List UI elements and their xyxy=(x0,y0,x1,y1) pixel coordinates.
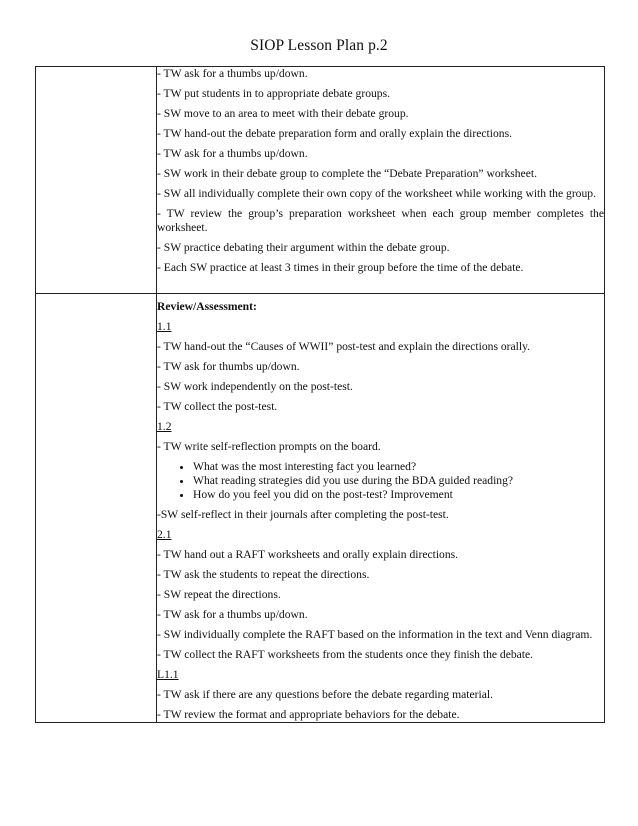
review-line: - TW collect the post-test. xyxy=(157,400,278,413)
review-line: - TW ask for thumbs up/down. xyxy=(157,360,300,373)
procedure-line: - Each SW practice at least 3 times in their group before the time of the debate. xyxy=(157,261,524,274)
procedure-line: - TW put students in to appropriate debate groups. xyxy=(157,87,391,100)
review-line: - TW ask for a thumbs up/down. xyxy=(157,608,308,621)
review-line: - SW individually complete the RAFT based on the information in the text and Venn diagram. xyxy=(157,628,593,641)
page-title: SIOP Lesson Plan p.2 xyxy=(250,37,388,54)
objective-1-1: 1.1 xyxy=(157,320,172,333)
list-item: • What reading strategies did you use during the BDA guided reading? xyxy=(193,474,604,488)
review-cell xyxy=(157,294,605,723)
procedure-line: - TW ask for a thumbs up/down. xyxy=(157,67,308,80)
procedure-line: - TW ask for a thumbs up/down. xyxy=(157,147,308,160)
review-line: - TW hand-out the “Causes of WWII” post-test and explain the directions orally. xyxy=(157,340,531,353)
review-line: - TW write self-reflection prompts on the board. xyxy=(157,440,381,453)
review-heading: Review/Assessment: xyxy=(157,300,257,313)
list-item: • How do you feel you did on the post-test? Improvement xyxy=(193,488,604,502)
procedure-line: - TW review the group’s preparation worksheet when each group member completes the worksheet. xyxy=(157,207,604,234)
procedure-line: - SW practice debating their argument within the debate group. xyxy=(157,241,450,254)
review-line: - TW hand out a RAFT worksheets and orally explain directions. xyxy=(157,548,459,561)
objective-1-2: 1.2 xyxy=(157,420,172,433)
table-row xyxy=(36,67,605,294)
lesson-plan-table xyxy=(35,66,605,723)
left-cell xyxy=(36,67,157,294)
review-line: - TW ask the students to repeat the directions. xyxy=(157,568,370,581)
left-cell xyxy=(36,294,157,723)
objective-2-1: 2.1 xyxy=(157,528,172,541)
procedure-line: - SW all individually complete their own copy of the worksheet while working with the group. xyxy=(157,187,596,200)
objective-l1-1: L1.1 xyxy=(157,668,179,681)
procedure-line: - SW work in their debate group to complete the “Debate Preparation” worksheet. xyxy=(157,167,537,180)
review-line: -SW self-reflect in their journals after completing the post-test. xyxy=(157,508,449,521)
review-line: - TW collect the RAFT worksheets from the students once they finish the debate. xyxy=(157,648,534,661)
table-row xyxy=(36,294,605,723)
review-line: - TW review the format and appropriate behaviors for the debate. xyxy=(157,708,460,721)
review-line: - TW ask if there are any questions before the debate regarding material. xyxy=(157,688,493,701)
procedure-line: - TW hand-out the debate preparation form and orally explain the directions. xyxy=(157,127,512,140)
procedure-line: - SW move to an area to meet with their debate group. xyxy=(157,107,409,120)
list-item: • What was the most interesting fact you learned? xyxy=(193,460,604,474)
reflection-prompts-list xyxy=(157,460,604,502)
procedures-cell xyxy=(157,67,605,294)
review-line: - SW work independently on the post-test. xyxy=(157,380,353,393)
review-line: - SW repeat the directions. xyxy=(157,588,281,601)
